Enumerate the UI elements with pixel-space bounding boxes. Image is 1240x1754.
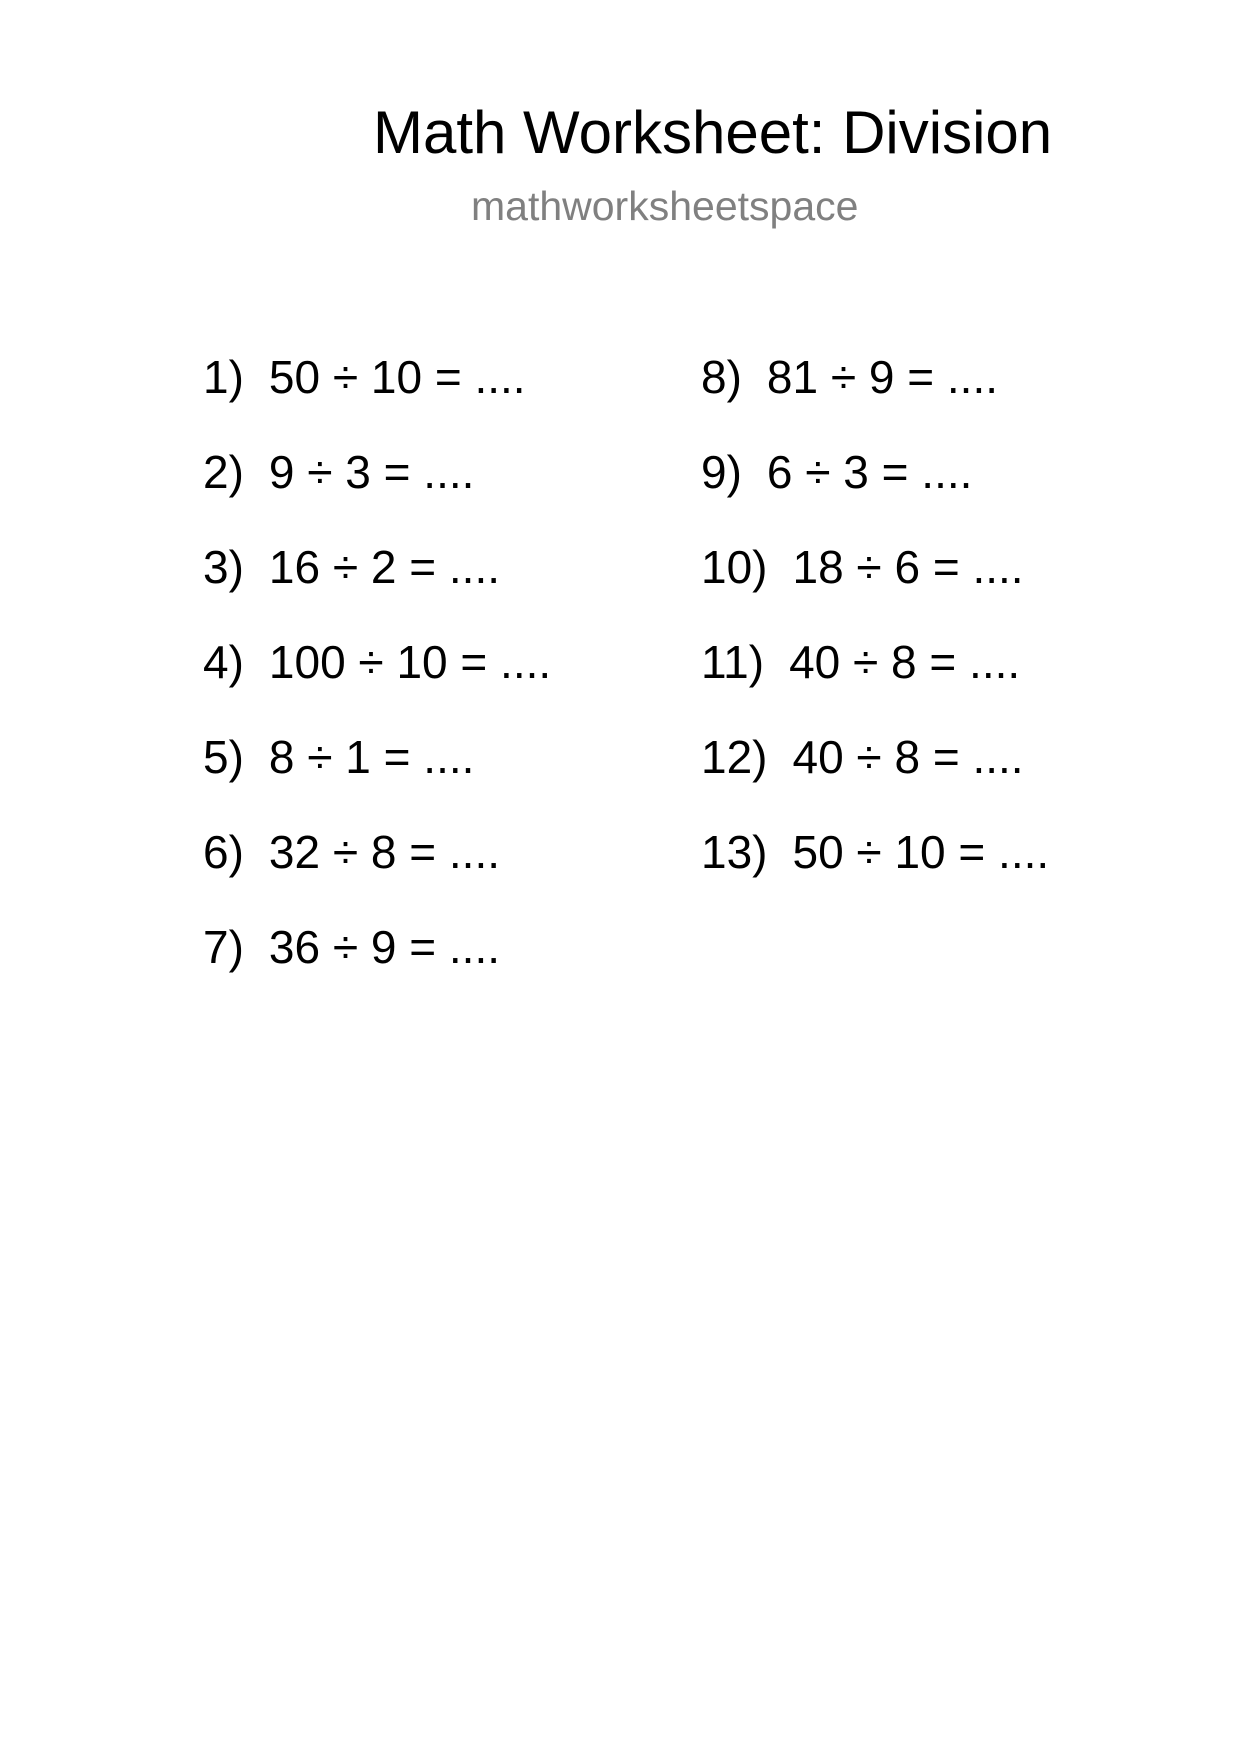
problem-item [203, 635, 551, 730]
problem-expression: 18 ÷ 6 = .... [792, 541, 1024, 593]
problem-column-right [701, 350, 1049, 920]
problem-expression: 36 ÷ 9 = .... [268, 921, 501, 973]
problem-number: 11) [701, 636, 765, 688]
problem-number: 13) [701, 826, 768, 878]
problem-item [701, 350, 1049, 445]
problem-number: 9) [701, 446, 742, 498]
problem-item [203, 920, 551, 1015]
problem-item [203, 730, 551, 825]
problem-item [203, 445, 551, 540]
problem-item [701, 540, 1049, 635]
problem-number: 10) [701, 541, 768, 593]
problem-item [701, 635, 1049, 730]
page-title: Math Worksheet: Division [373, 99, 1053, 166]
problem-expression: 50 ÷ 10 = .... [268, 351, 526, 403]
problem-expression: 50 ÷ 10 = .... [792, 826, 1050, 878]
page-subtitle: mathworksheetspace [471, 183, 859, 229]
problem-number: 1) [203, 351, 244, 403]
problem-number: 12) [701, 731, 768, 783]
problem-expression: 32 ÷ 8 = .... [268, 826, 501, 878]
problem-item [203, 350, 551, 445]
problem-number: 4) [203, 636, 244, 688]
problem-number: 2) [203, 446, 244, 498]
problem-expression: 40 ÷ 8 = .... [792, 731, 1024, 783]
problem-expression: 40 ÷ 8 = .... [789, 636, 1021, 688]
problem-number: 5) [203, 731, 244, 783]
problem-expression: 9 ÷ 3 = .... [268, 446, 475, 498]
problem-item [701, 730, 1049, 825]
problem-expression: 6 ÷ 3 = .... [766, 446, 973, 498]
problem-expression: 81 ÷ 9 = .... [766, 351, 999, 403]
problem-expression: 100 ÷ 10 = .... [268, 636, 552, 688]
problem-number: 8) [701, 351, 742, 403]
problem-number: 6) [203, 826, 244, 878]
problem-expression: 16 ÷ 2 = .... [268, 541, 501, 593]
problem-number: 7) [203, 921, 244, 973]
problem-item [203, 825, 551, 920]
problem-number: 3) [203, 541, 244, 593]
problem-item [701, 825, 1049, 920]
problem-column-left [203, 350, 551, 1015]
problem-item [203, 540, 551, 635]
problem-item [701, 445, 1049, 540]
problem-expression: 8 ÷ 1 = .... [268, 731, 475, 783]
